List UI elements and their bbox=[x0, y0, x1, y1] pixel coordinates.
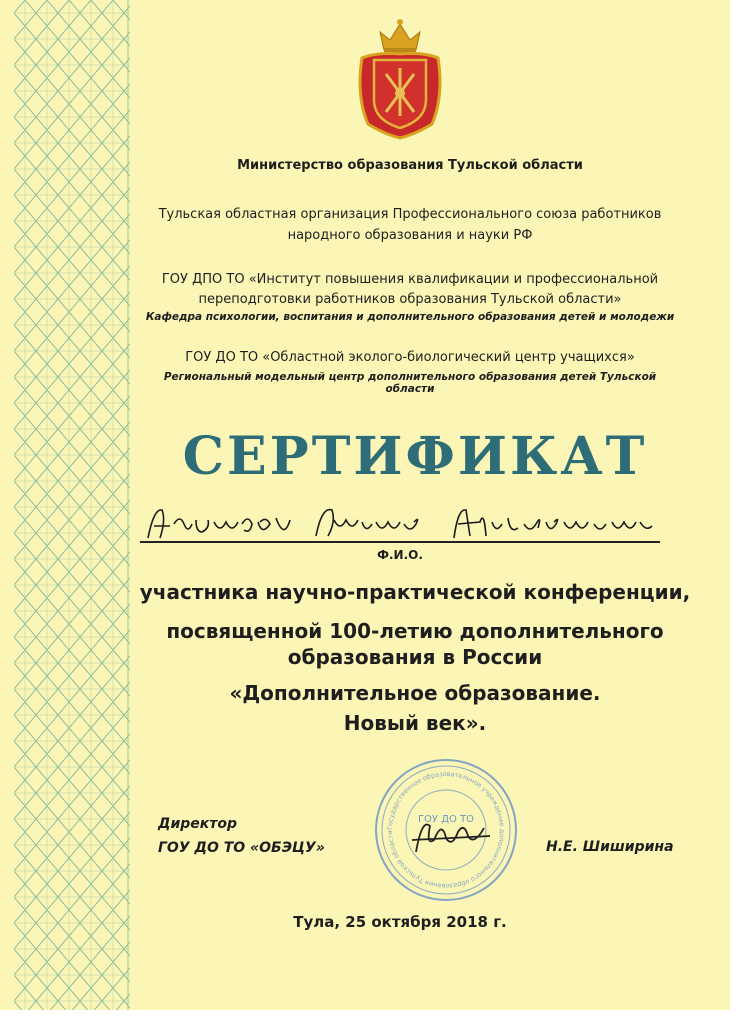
dedication-text bbox=[130, 618, 700, 670]
ecology-center-name: ГОУ ДО ТО «Областной эколого-биологический центр учащихся» bbox=[185, 350, 635, 365]
institute-name-line2: переподготовки работников образования Тульской области» bbox=[198, 292, 622, 307]
conference-title bbox=[130, 678, 700, 738]
coat-of-arms-emblem bbox=[354, 16, 446, 140]
institute-name-line1: ГОУ ДПО ТО «Институт повышения квалификации и профессиональной bbox=[161, 272, 659, 287]
signer-name: Н.Е. Шиширина bbox=[546, 839, 674, 855]
institute-name bbox=[140, 270, 680, 310]
recipient-name-underline bbox=[140, 541, 660, 543]
dedication-line2: образования в России bbox=[287, 645, 543, 669]
ecology-center-subtitle: Региональный модельный центр дополнительного образования детей Тульской области bbox=[163, 371, 657, 395]
decorative-border-pattern bbox=[14, 0, 130, 1010]
ministry-name: Министерство образования Тульской области bbox=[237, 158, 583, 173]
seal-outer-text: Государственное образовательное учреждение дополнительного образования Тульской области bbox=[385, 769, 507, 891]
director-title bbox=[158, 812, 388, 860]
conference-title-line1: «Дополнительное образование. bbox=[229, 681, 601, 705]
union-organization bbox=[140, 204, 680, 246]
director-title-line2: ГОУ ДО ТО «ОБЭЦУ» bbox=[158, 840, 325, 856]
certificate-title: СЕРТИФИКАТ bbox=[182, 426, 648, 487]
union-organization-line2: народного образования и науки РФ bbox=[287, 228, 533, 243]
institute-department: Кафедра психологии, воспитания и дополнительного образования детей и молодежи bbox=[145, 311, 675, 323]
svg-text:Государственное образовательно bbox=[386, 770, 506, 890]
fio-label: Ф.И.О. bbox=[377, 548, 423, 562]
participant-statement: участника научно-практической конференции, bbox=[139, 580, 691, 604]
place-and-date: Тула, 25 октября 2018 г. bbox=[293, 913, 507, 931]
union-organization-line1: Тульская областная организация Профессионального союза работников bbox=[158, 207, 662, 222]
conference-title-line2: Новый век». bbox=[343, 711, 487, 735]
director-title-line1: Директор bbox=[158, 816, 238, 832]
dedication-line1: посвященной 100-летию дополнительного bbox=[166, 619, 664, 643]
seal-inner-text: ГОУ ДО ТО bbox=[417, 814, 475, 825]
official-seal bbox=[372, 756, 520, 904]
